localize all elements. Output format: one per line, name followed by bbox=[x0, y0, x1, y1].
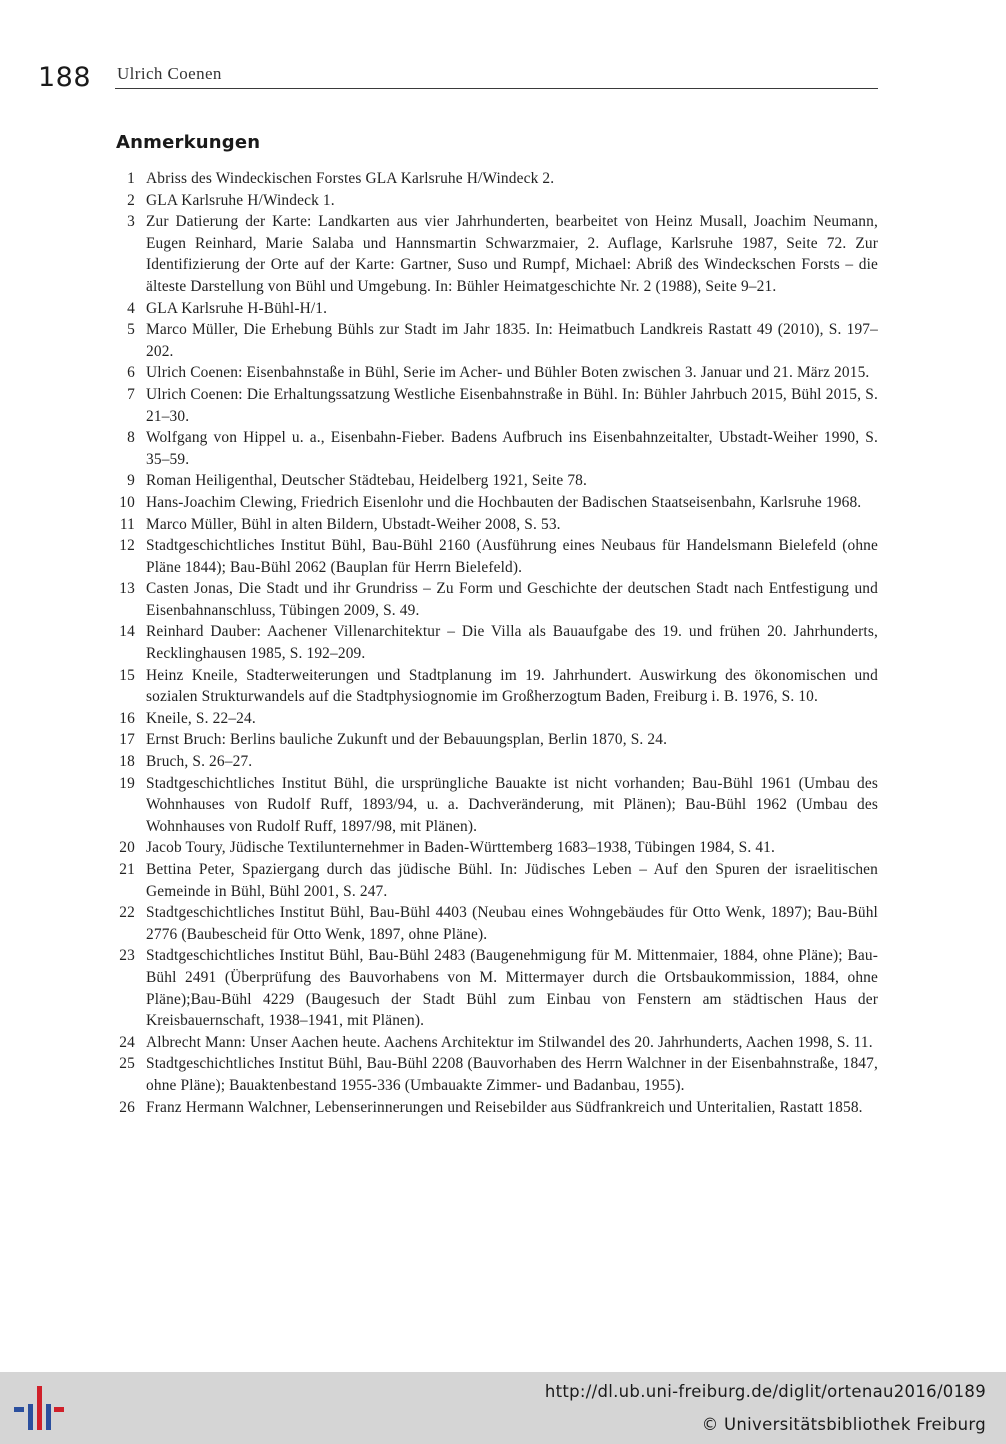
note-number: 15 bbox=[119, 666, 135, 684]
note-item bbox=[112, 751, 878, 773]
ub-freiburg-logo-icon bbox=[12, 1382, 64, 1434]
note-item bbox=[112, 729, 878, 751]
note-text: Franz Hermann Walchner, Lebenserinnerungen und Reisebilder aus Südfrankreich und Unteritalien, Rastatt 1858. bbox=[146, 1098, 863, 1116]
note-number: 6 bbox=[127, 364, 135, 382]
note-item bbox=[112, 859, 878, 902]
note-text: Reinhard Dauber: Aachener Villenarchitektur – Die Villa als Bauaufgabe des 19. und frühen 20. Jahrhunderts, Recklinghausen 1985, S. 192–209. bbox=[146, 623, 878, 663]
source-url-link[interactable]: http://dl.ub.uni-freiburg.de/diglit/ortenau2016/0189 bbox=[544, 1382, 986, 1401]
note-text: Stadtgeschichtliches Institut Bühl, die ursprüngliche Bauakte ist nicht vorhanden; Bau-Bühl 1961 (Umbau des Wohnhauses von Rudolf Ruff, 1893/94, u. a. Dachveränderung, mit Plänen); Bau-Bühl 1962 (Umbau des Wohnhauses von Rudolf Ruff, 1897/98, mit Plänen). bbox=[146, 774, 878, 835]
note-number: 5 bbox=[127, 321, 135, 339]
note-text: Casten Jonas, Die Stadt und ihr Grundriss – Zu Form und Geschichte der deutschen Stadt nach Entfestigung und Eisenbahnanschluss, Tübingen 2009, S. 49. bbox=[146, 580, 878, 619]
note-item bbox=[112, 1097, 878, 1119]
note-item bbox=[112, 665, 878, 708]
note-text: Stadtgeschichtliches Institut Bühl, Bau-Bühl 4403 (Neubau eines Wohngebäudes für Otto Wenk, 1897); Bau-Bühl 2776 (Baubescheid für Otto Wenk, 1897, ohne Pläne). bbox=[146, 904, 878, 943]
note-text: Ulrich Coenen: Die Erhaltungssatzung Westliche Eisenbahnstraße in Bühl. In: Bühler Jahrbuch 2015, Bühl 2015, S. 21–30. bbox=[146, 385, 878, 425]
note-number: 26 bbox=[119, 1098, 135, 1116]
note-number: 24 bbox=[119, 1033, 135, 1051]
note-item bbox=[112, 1032, 878, 1054]
note-item bbox=[112, 492, 878, 514]
note-item bbox=[112, 298, 878, 320]
note-text: GLA Karlsruhe H-Bühl-H/1. bbox=[146, 299, 328, 317]
note-item bbox=[112, 362, 878, 384]
note-number: 23 bbox=[119, 947, 135, 965]
note-item bbox=[112, 190, 878, 212]
note-number: 9 bbox=[127, 472, 135, 490]
note-item bbox=[112, 319, 878, 362]
note-number: 2 bbox=[127, 191, 135, 209]
note-text: GLA Karlsruhe H/Windeck 1. bbox=[146, 191, 335, 209]
note-number: 22 bbox=[119, 904, 135, 922]
copyright-text: © Universitätsbibliothek Freiburg bbox=[701, 1415, 986, 1434]
note-text: Hans-Joachim Clewing, Friedrich Eisenlohr und die Hochbauten der Badischen Staatseisenbahn, Karlsruhe 1968. bbox=[146, 493, 862, 511]
note-number: 14 bbox=[119, 623, 135, 641]
running-head-author: Ulrich Coenen bbox=[117, 64, 222, 83]
note-text: Stadtgeschichtliches Institut Bühl, Bau-Bühl 2160 (Ausführung eines Neubaus für Handelsmann Bielefeld (ohne Pläne 1844); Bau-Bühl 2062 (Bauplan für Herrn Bielefeld). bbox=[146, 537, 878, 576]
note-text: Roman Heiligenthal, Deutscher Städtebau, Heidelberg 1921, Seite 78. bbox=[146, 472, 588, 490]
note-number: 16 bbox=[119, 709, 135, 727]
note-number: 13 bbox=[119, 580, 135, 598]
note-item bbox=[112, 837, 878, 859]
note-number: 21 bbox=[119, 861, 135, 878]
note-text: Wolfgang von Hippel u. a., Eisenbahn-Fieber. Badens Aufbruch ins Eisenbahnzeitalter, Ubstadt-Weiher 1990, S. 35–59. bbox=[146, 429, 878, 468]
note-number: 25 bbox=[119, 1055, 135, 1073]
note-number: 18 bbox=[119, 753, 135, 771]
note-item bbox=[112, 211, 878, 297]
note-text: Bettina Peter, Spaziergang durch das jüdische Bühl. In: Jüdisches Leben – Auf den Spuren der israelitischen Gemeinde in Bühl, Bühl 2001, S. 247. bbox=[146, 861, 878, 900]
note-text: Stadtgeschichtliches Institut Bühl, Bau-Bühl 2208 (Bauvorhaben des Herrn Walchner in der Eisenbahnstraße, 1847, ohne Pläne); Bauaktenbestand 1955-336 (Umbauakte Zimmer- und Badanbau, 1955). bbox=[146, 1055, 878, 1094]
note-number: 7 bbox=[127, 385, 135, 403]
note-number: 17 bbox=[119, 731, 135, 749]
note-number: 19 bbox=[119, 774, 135, 792]
note-item bbox=[112, 427, 878, 470]
note-text: Zur Datierung der Karte: Landkarten aus vier Jahrhunderten, bearbeitet von Heinz Musall, Joachim Neumann, Eugen Reinhard, Marie Salaba und Hannsmartin Schwarzmaier, 2. Auflage, Karlsruhe 1987, Seite 72. Zur Identifizierung der Orte auf der Karte: Gartner, Suso und Rumpf, Michael: Abriß des Windeckschen Forsts – die älteste Darstellung von Bühl und Umgebung. In: Bühler Heimatgeschichte Nr. 2 (1988), Seite 9–21. bbox=[146, 213, 878, 295]
notes-list bbox=[112, 168, 878, 1118]
note-number: 3 bbox=[127, 213, 135, 231]
note-number: 20 bbox=[119, 839, 135, 857]
note-text: Abriss des Windeckischen Forstes GLA Karlsruhe H/Windeck 2. bbox=[146, 170, 555, 187]
note-text: Ulrich Coenen: Eisenbahnstaße in Bühl, Serie im Acher- und Bühler Boten zwischen 3. Januar und 21. März 2015. bbox=[146, 364, 870, 382]
note-text: Kneile, S. 22–24. bbox=[146, 709, 256, 727]
page-number: 188 bbox=[38, 62, 92, 93]
note-text: Albrecht Mann: Unser Aachen heute. Aachens Architektur im Stilwandel des 20. Jahrhunderts, Aachen 1998, S. 11. bbox=[146, 1033, 873, 1051]
header-rule bbox=[115, 88, 878, 89]
note-text: Bruch, S. 26–27. bbox=[146, 753, 253, 771]
note-number: 4 bbox=[127, 299, 135, 317]
note-text: Jacob Toury, Jüdische Textilunternehmer in Baden-Württemberg 1683–1938, Tübingen 1984, S. 41. bbox=[146, 839, 776, 857]
note-item bbox=[112, 1053, 878, 1096]
note-item bbox=[112, 773, 878, 838]
note-text: Stadtgeschichtliches Institut Bühl, Bau-Bühl 2483 (Baugenehmigung für M. Mittenmaier, 1884, ohne Pläne); Bau-Bühl 2491 (Überprüfung des Bauvorhabens von M. Mittermayer durch die Ortsbaukommission, 1884, ohne Pläne);Bau-Bühl 4229 (Baugesuch der Stadt Bühl zum Einbau von Fenstern am städtischen Haus der Kreisbauernschaft, 1938–1941, mit Plänen). bbox=[146, 947, 878, 1030]
note-text: Ernst Bruch: Berlins bauliche Zukunft und der Bebauungsplan, Berlin 1870, S. 24. bbox=[146, 731, 668, 749]
note-item bbox=[112, 902, 878, 945]
note-item bbox=[112, 168, 878, 190]
note-text: Marco Müller, Bühl in alten Bildern, Ubstadt-Weiher 2008, S. 53. bbox=[146, 515, 561, 533]
note-text: Marco Müller, Die Erhebung Bühls zur Stadt im Jahr 1835. In: Heimatbuch Landkreis Rastatt 49 (2010), S. 197–202. bbox=[146, 321, 878, 360]
note-item bbox=[112, 621, 878, 664]
note-item bbox=[112, 578, 878, 621]
note-number: 10 bbox=[119, 493, 135, 511]
note-number: 11 bbox=[119, 515, 135, 533]
note-text: Heinz Kneile, Stadterweiterungen und Stadtplanung im 19. Jahrhundert. Auswirkung des ökonomischen und sozialen Strukturwandels auf die Stadtphysiognomie im Großherzogtum Baden, Freiburg i. B. 1976, S. 10. bbox=[146, 666, 878, 706]
footer-bar bbox=[0, 1372, 1006, 1444]
note-item bbox=[112, 535, 878, 578]
section-title: Anmerkungen bbox=[116, 132, 261, 153]
note-number: 8 bbox=[127, 429, 135, 447]
note-item bbox=[112, 384, 878, 427]
note-item bbox=[112, 514, 878, 536]
note-item bbox=[112, 708, 878, 730]
note-number: 1 bbox=[127, 170, 135, 187]
note-number: 12 bbox=[119, 537, 135, 555]
note-item bbox=[112, 945, 878, 1031]
note-item bbox=[112, 470, 878, 492]
